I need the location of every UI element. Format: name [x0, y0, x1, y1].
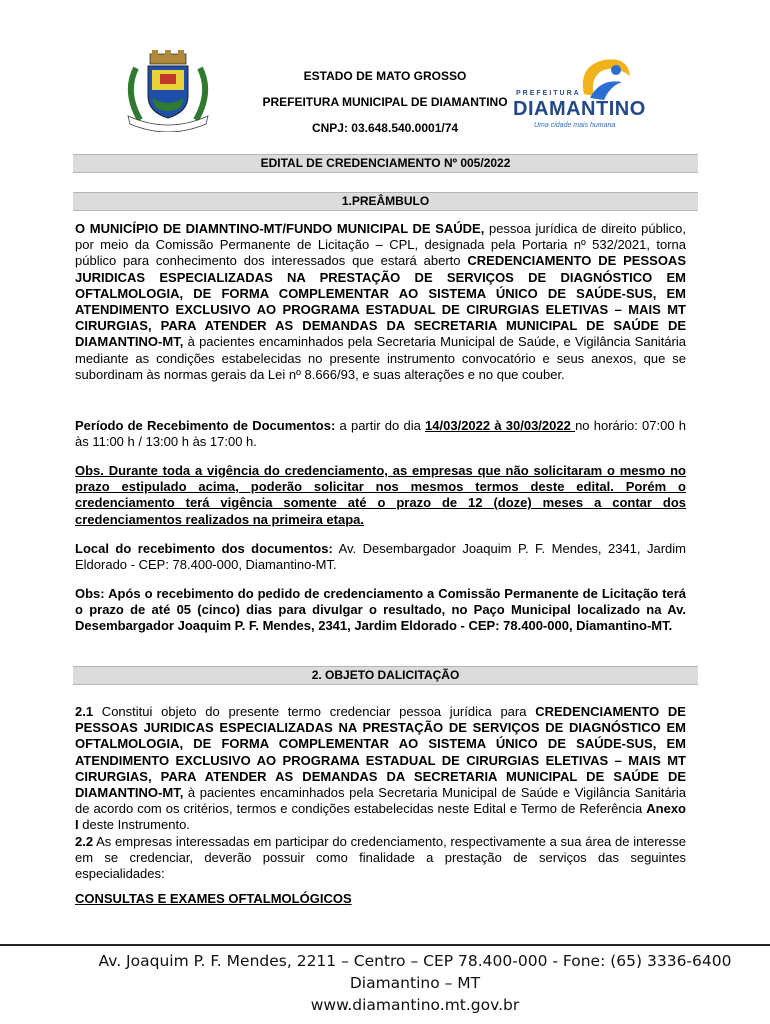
preamble-paragraph: [75, 221, 686, 383]
edital-title: EDITAL DE CREDENCIAMENTO Nº 005/2022: [73, 154, 698, 173]
preamble-entity: O MUNICÍPIO DE DIAMNTINO-MT/FUNDO MUNICIPAL DE SAÚDE,: [75, 221, 485, 236]
period-hours: no horário: 07:00 h às 11:00 h / 13:00 h às 17:00 h.: [75, 418, 687, 450]
clause-2-1-text-c: deste Instrumento.: [78, 817, 190, 833]
preamble-text-b: à pacientes encaminhados pela Secretaria Municipal de Saúde, e Vigilância Sanitária mediante as condições estabelecidas no presente instrumento convocatório e seus anexos, que se subordinam às normas gerais da Lei nº 8.666/93, e suas alterações e no que couber.: [75, 334, 686, 382]
preamble-object: CREDENCIAMENTO DE PESSOAS JURIDICAS ESPECIALIZADAS NA PRESTAÇÃO DE SERVIÇOS DE DIAGNÓSTICO EM OFTALMOLOGIA, DE FORMA COMPLEMENTAR AO SISTEMA ÚNICO DE SAÚDE-SUS, EM ATENDIMENTO EXCLUSIVO AO PROGRAMA ESTADUAL DE CIRURGIAS ELETIVAS – MAIS MT CIRURGIAS, PARA ATENDER AS DEMANDAS DA SECRETARIA MUNICIPAL DE SAÚDE DE DIAMANTINO-MT,: [75, 253, 686, 350]
clause-2-1-text-a: Constitui objeto do presente termo credenciar pessoa jurídica para: [93, 704, 536, 719]
receipt-period: [75, 418, 686, 450]
municipal-coat-of-arms: [122, 50, 214, 132]
diamantino-logo: [508, 56, 658, 134]
period-text: a partir do dia: [335, 418, 426, 433]
clause-2-1-text-b: à pacientes encaminhados pela Secretaria Municipal de Saúde e Vigilância Sanitária de acordo com os critérios, termos e condições estabelecidas neste Edital e Termo de Referência: [75, 785, 686, 817]
footer-divider: [0, 944, 770, 946]
clause-2-1-number: 2.1: [75, 704, 94, 719]
section-1-heading: 1.PREÂMBULO: [73, 192, 698, 211]
logo-name: DIAMANTINO: [513, 98, 646, 120]
preamble-text-a: pessoa jurídica de direito público, por meio da Comissão Permanente de Licitação – CPL, designada pela Portaria nº 532/2021, torna público para conhecimento dos interessados que estará aberto: [75, 221, 686, 269]
document-receipt-location: [75, 541, 686, 573]
clause-2-2-text: As empresas interessadas em participar do credenciamento, respectivamente a sua área de interesse em se credenciar, deverão possuir como finalidade a prestação de serviços das seguintes especialidades:: [75, 833, 686, 882]
footer-address: Av. Joaquim P. F. Mendes, 2211 – Centro – CEP 78.400-000 - Fone: (65) 3336-6400: [98, 952, 732, 970]
footer-website: www.diamantino.mt.gov.br: [310, 996, 520, 1014]
location-label: Local do recebimento dos documentos:: [75, 541, 333, 556]
logo-prefix: PREFEITURA: [516, 90, 581, 97]
annex-reference: Anexo I: [75, 801, 686, 833]
state-name: ESTADO DE MATO GROSSO: [303, 69, 467, 83]
observation-validity: Obs. Durante toda a vigência do credenciamento, as empresas que não solicitaram o mesmo no prazo estipulado acima, poderão solicitar nos mesmos termos deste edital. Porém o credenciamento terá vigência somente até o prazo de 12 (doze) meses a contar dos credenciamentos realizados na primeira etapa.: [75, 463, 686, 527]
section-2-heading: 2. OBJETO DALICITAÇÃO: [73, 666, 698, 685]
object-paragraph-2-1: [75, 704, 686, 882]
prefecture-name: PREFEITURA MUNICIPAL DE DIAMANTINO: [262, 95, 508, 109]
location-text: Av. Desembargador Joaquim P. F. Mendes, 2341, Jardim Eldorado - CEP: 78.400-000, Diamantino-MT.: [75, 541, 686, 573]
logo-slogan: Uma cidade mais humana: [534, 122, 616, 129]
period-dates: 14/03/2022 à 30/03/2022: [425, 418, 576, 433]
specialties-subheading: CONSULTAS E EXAMES OFTALMOLÓGICOS: [75, 891, 352, 906]
clause-2-2-number: 2.2: [75, 833, 94, 849]
observation-result: Obs: Após o recebimento do pedido de credenciamento a Comissão Permanente de Licitação terá o prazo de até 05 (cinco) dias para divulgar o resultado, no Paço Municipal localizado na Av. Desembargador Joaquim P. F. Mendes, 2341, Jardim Eldorado - CEP: 78.400-000, Diamantino-MT.: [75, 586, 686, 634]
cnpj-number: CNPJ: 03.648.540.0001/74: [311, 121, 459, 135]
period-label: Período de Recebimento de Documentos:: [75, 418, 336, 433]
clause-2-1-object: CREDENCIAMENTO DE PESSOAS JURIDICAS ESPECIALIZADAS NA PRESTAÇÃO DE SERVIÇOS DE DIAGNÓSTICO EM OFTALMOLOGIA, DE FORMA COMPLEMENTAR AO SISTEMA ÚNICO DE SAÚDE-SUS, EM ATENDIMENTO EXCLUSIVO AO PROGRAMA ESTADUAL DE CIRURGIAS ELETIVAS – MAIS MT CIRURGIAS, PARA ATENDER AS DEMANDAS DA SECRETARIA MUNICIPAL DE SAÚDE DE DIAMANTINO-MT,: [75, 704, 686, 801]
footer-city: Diamantino – MT: [349, 974, 481, 992]
